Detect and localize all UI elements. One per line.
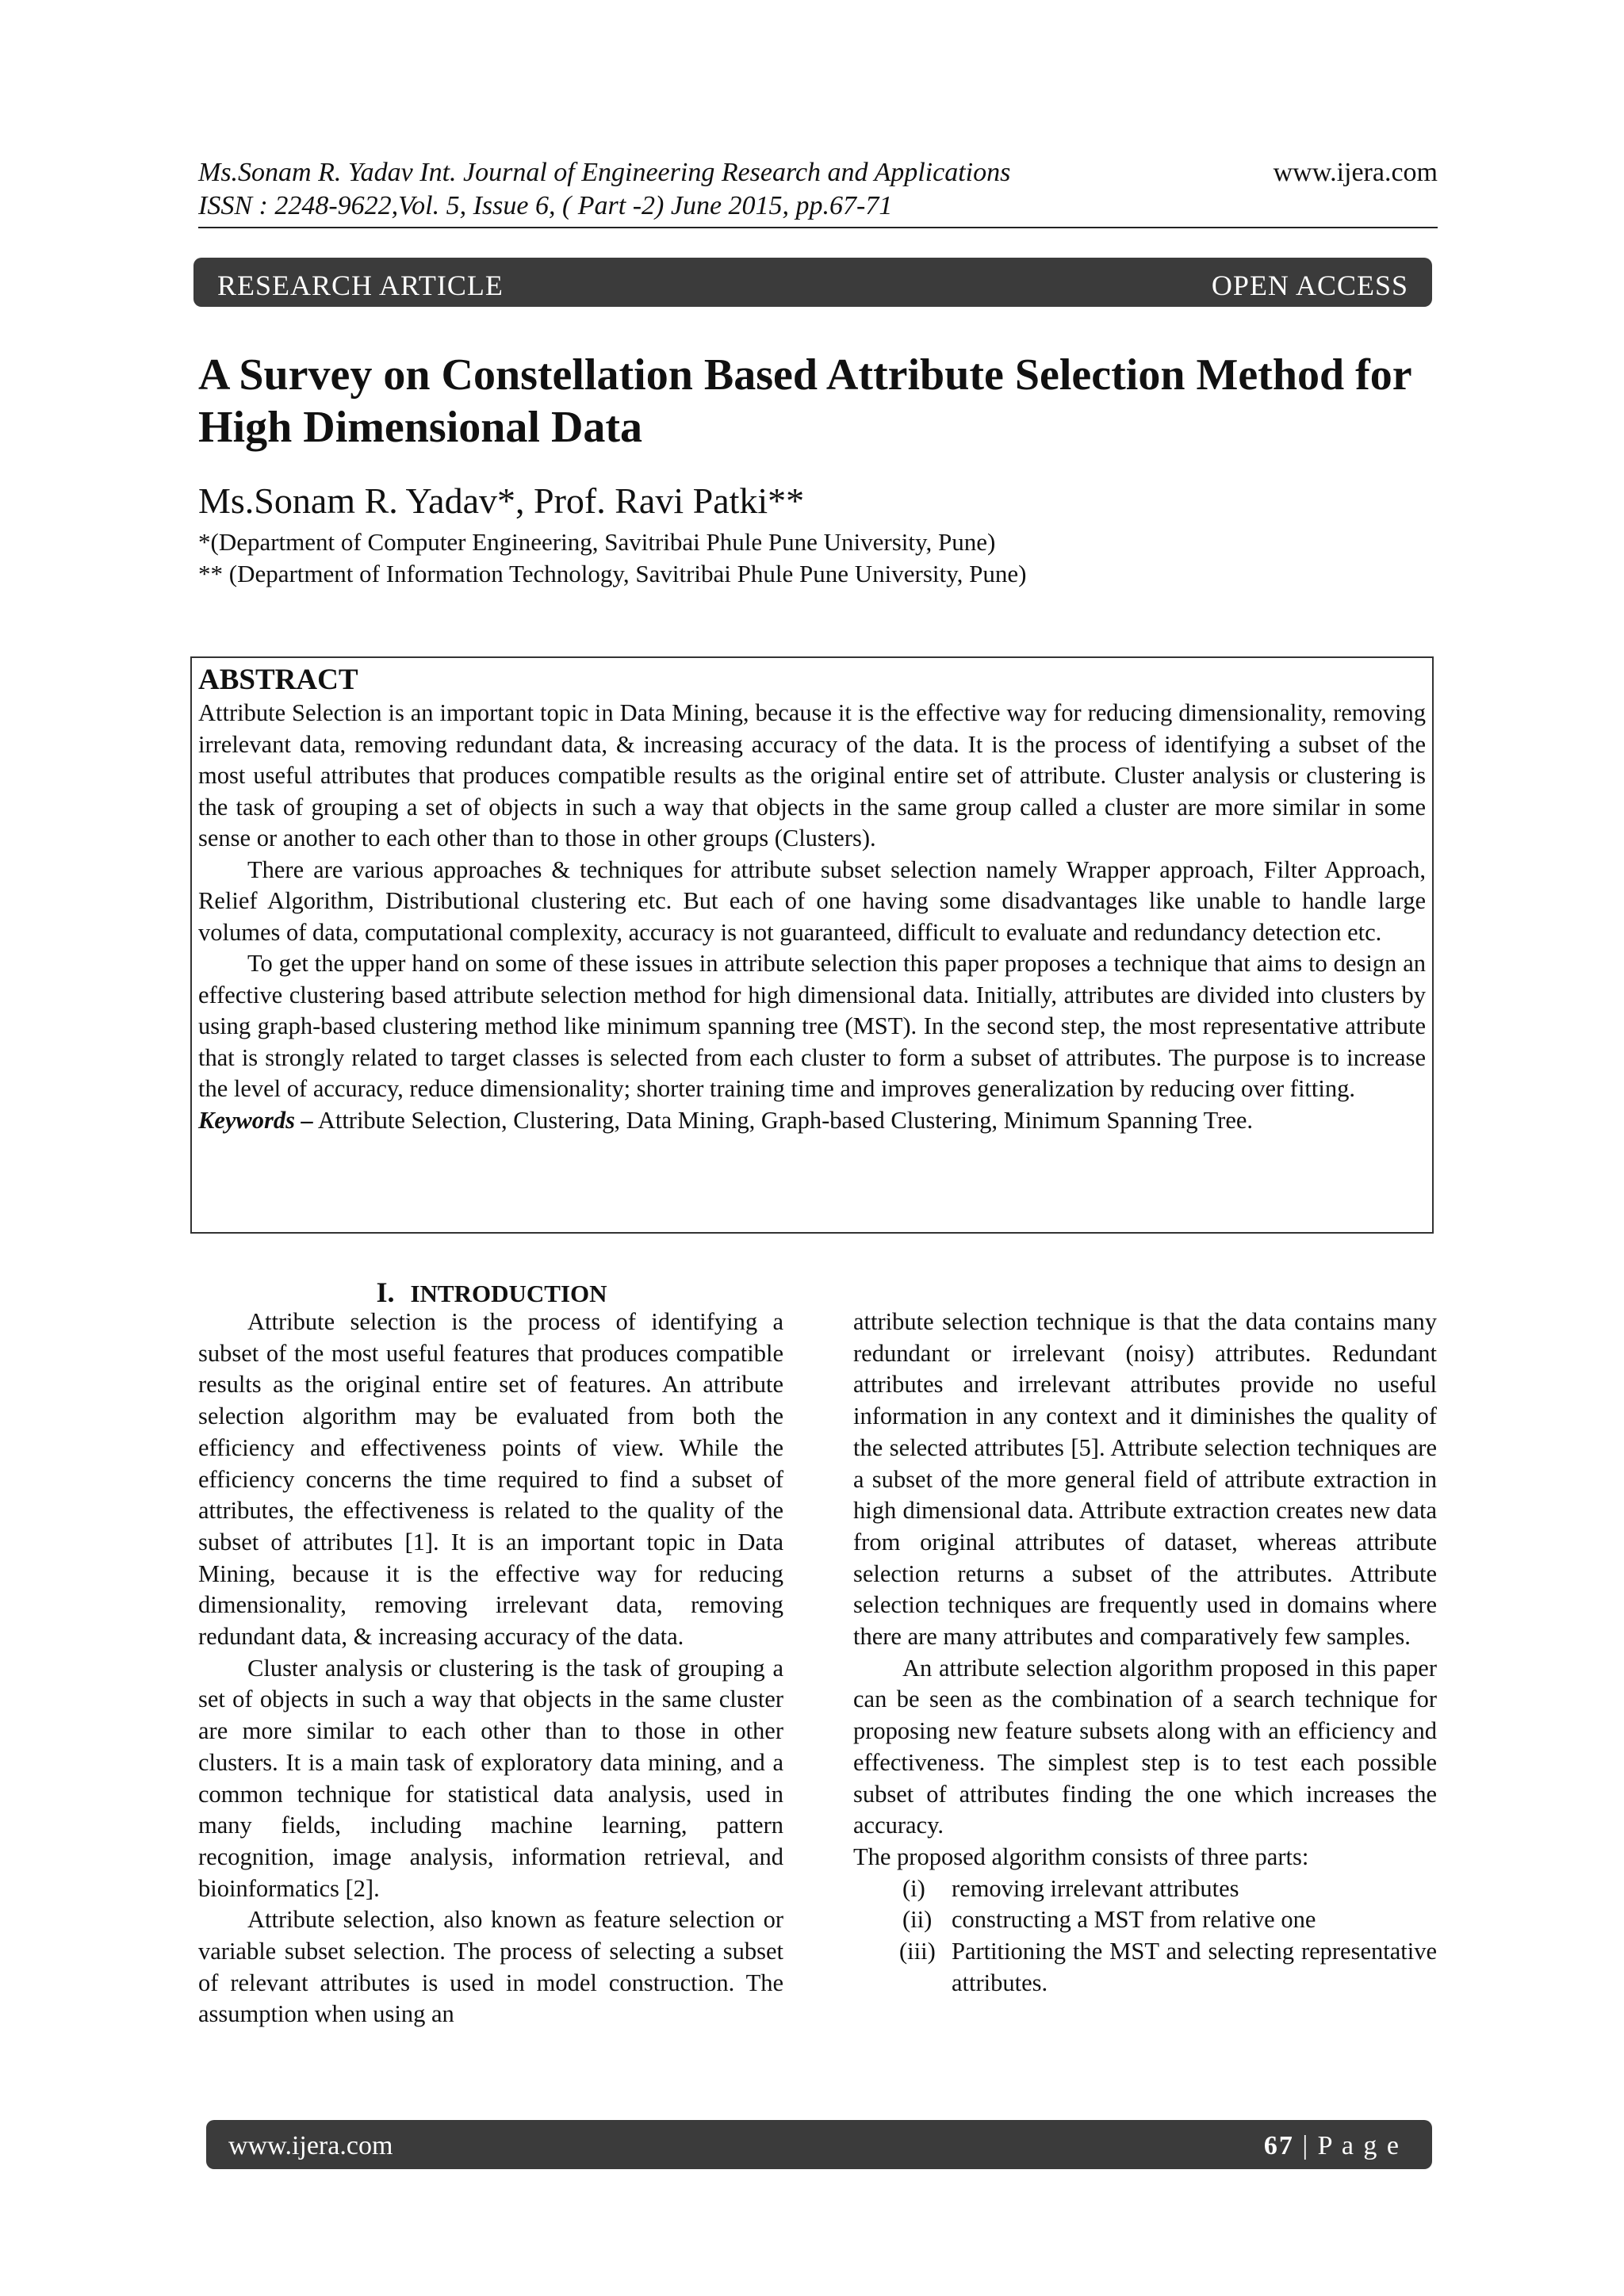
abstract-paragraph: To get the upper hand on some of these issues in attribute selection this paper proposes a technique that aims to design an effective clustering based attribute selection method for high dimensional data. Initially, attributes are divided into clusters by using graph-based clustering method like minimum spanning tree (MST). In the second step, the most representative attribute that is strongly related to target classes is selected from each cluster to form a subset of attributes. The purpose is to increase the level of accuracy, reduce dimensionality; shorter training time and improves generalization by reducing over fitting. — [198, 950, 1426, 1102]
abstract-paragraph: Attribute Selection is an important topic in Data Mining, because it is the effective way for reducing dimensionality, removing irrelevant data, removing redundant data, & increasing accuracy of the data. It is the process of identifying a subset of the most useful attributes that produces compatible results as the original entire set of attribute. Cluster analysis or clustering is the task of grouping a set of objects in such a way that objects in the same group called a cluster are more similar in some sense or another to each other than to those in other groups (Clusters). — [198, 699, 1426, 851]
page-footer — [206, 2120, 1432, 2169]
body-paragraph: Attribute selection, also known as feature selection or variable subset selection. The process of selecting a subset of relevant attributes is used in model construction. The assumption when using an — [198, 1906, 783, 2028]
issn-header: ISSN : 2248-9622,Vol. 5, Issue 6, ( Part -2) June 2015, pp.67-71 — [198, 191, 893, 220]
journal-header: Ms.Sonam R. Yadav Int. Journal of Engineering Research and Applications — [198, 158, 1011, 187]
list-item-text: constructing a MST from relative one — [952, 1906, 1316, 1934]
affiliation-2: ** (Department of Information Technology, Savitribai Phule Pune University, Pune) — [198, 560, 1027, 587]
list-item — [853, 1904, 1437, 1936]
list-item-text: Partitioning the MST and selecting representative attributes. — [952, 1938, 1437, 1996]
article-type-banner — [193, 258, 1432, 307]
right-column — [853, 1307, 1437, 1999]
authors: Ms.Sonam R. Yadav*, Prof. Ravi Patki** — [198, 480, 805, 521]
body-paragraph: The proposed algorithm consists of three parts: — [853, 1843, 1309, 1870]
keywords-label: Keywords – — [198, 1106, 313, 1134]
abstract-paragraph: There are various approaches & techniques for attribute subset selection namely Wrapper approach, Filter Approach, Relief Algorithm, Distributional clustering etc. But each of one having some disadvantages like unable to handle large volumes of data, computational complexity, accuracy is not guaranteed, difficult to evaluate and redundancy detection etc. — [198, 855, 1426, 946]
open-access-label: OPEN ACCESS — [1211, 270, 1408, 301]
body-paragraph: attribute selection technique is that the data contains many redundant or irrelevant (noisy) attributes. Redundant attributes and irrelevant attributes provide no useful information in any context and it diminishes the quality of the selected attributes [5]. Attribute selection techniques are a subset of the more general field of attribute extraction in high dimensional data. Attribute extraction creates new data from original attributes of dataset, whereas attribute selection returns a subset of the attributes. Attribute selection techniques are frequently used in domains where there are many attributes and comparatively few samples. — [853, 1308, 1437, 1651]
list-item-number: (i) — [902, 1874, 925, 1902]
left-column — [198, 1307, 783, 2030]
list-item-number: (iii) — [899, 1938, 936, 1965]
abstract-box — [190, 656, 1434, 1234]
list-item — [853, 1873, 1437, 1905]
page-number: 67 — [1263, 2131, 1294, 2160]
header-divider — [198, 227, 1438, 228]
abstract-heading: ABSTRACT — [198, 664, 358, 696]
affiliation-1: *(Department of Computer Engineering, Savitribai Phule Pune University, Pune) — [198, 528, 996, 556]
list-item-text: removing irrelevant attributes — [952, 1874, 1239, 1902]
body-paragraph: An attribute selection algorithm proposed in this paper can be seen as the combination of a search technique for proposing new feature subsets along with an efficiency and effectiveness. The simplest step is to test each possible subset of attributes finding the one which increases the accuracy. — [853, 1654, 1437, 1839]
paper-title: A Survey on Constellation Based Attribute Selection Method for High Dimensional Data — [198, 350, 1411, 452]
body-paragraph: Attribute selection is the process of identifying a subset of the most useful features that produces compatible results as the original entire set of features. An attribute selection algorithm may be evaluated from both the efficiency and effectiveness points of view. While the efficiency concerns the time required to find a subset of attributes, the effectiveness is related to the quality of the subset of attributes [1]. It is an important topic in Data Mining, because it is the effective way for reducing dimensionality, removing irrelevant data, removing redundant data, & increasing accuracy of the data. — [198, 1308, 783, 1651]
keywords-text: Attribute Selection, Clustering, Data Mining, Graph-based Clustering, Minimum Spanning Tree. — [312, 1106, 1254, 1134]
research-article-label: RESEARCH ARTICLE — [217, 270, 504, 301]
list-item — [853, 1936, 1437, 1999]
header-website: www.ijera.com — [1273, 158, 1438, 187]
algorithm-parts-list — [853, 1873, 1437, 1999]
page-label: | P a g e — [1293, 2131, 1400, 2160]
section-number: I. — [376, 1276, 395, 1308]
section-title: INTRODUCTION — [410, 1280, 607, 1307]
footer-website: www.ijera.com — [228, 2131, 393, 2160]
section-heading — [198, 1276, 785, 1310]
page-indicator — [1264, 2131, 1400, 2161]
body-paragraph: Cluster analysis or clustering is the task of grouping a set of objects in such a way that objects in the same cluster are more similar to each other than to those in other clusters. It is a main task of exploratory data mining, and a common technique for statistical data analysis, used in many fields, including machine learning, pattern recognition, image analysis, information retrieval, and bioinformatics [2]. — [198, 1654, 783, 1902]
list-item-number: (ii) — [902, 1906, 933, 1934]
keywords — [198, 1105, 1426, 1137]
